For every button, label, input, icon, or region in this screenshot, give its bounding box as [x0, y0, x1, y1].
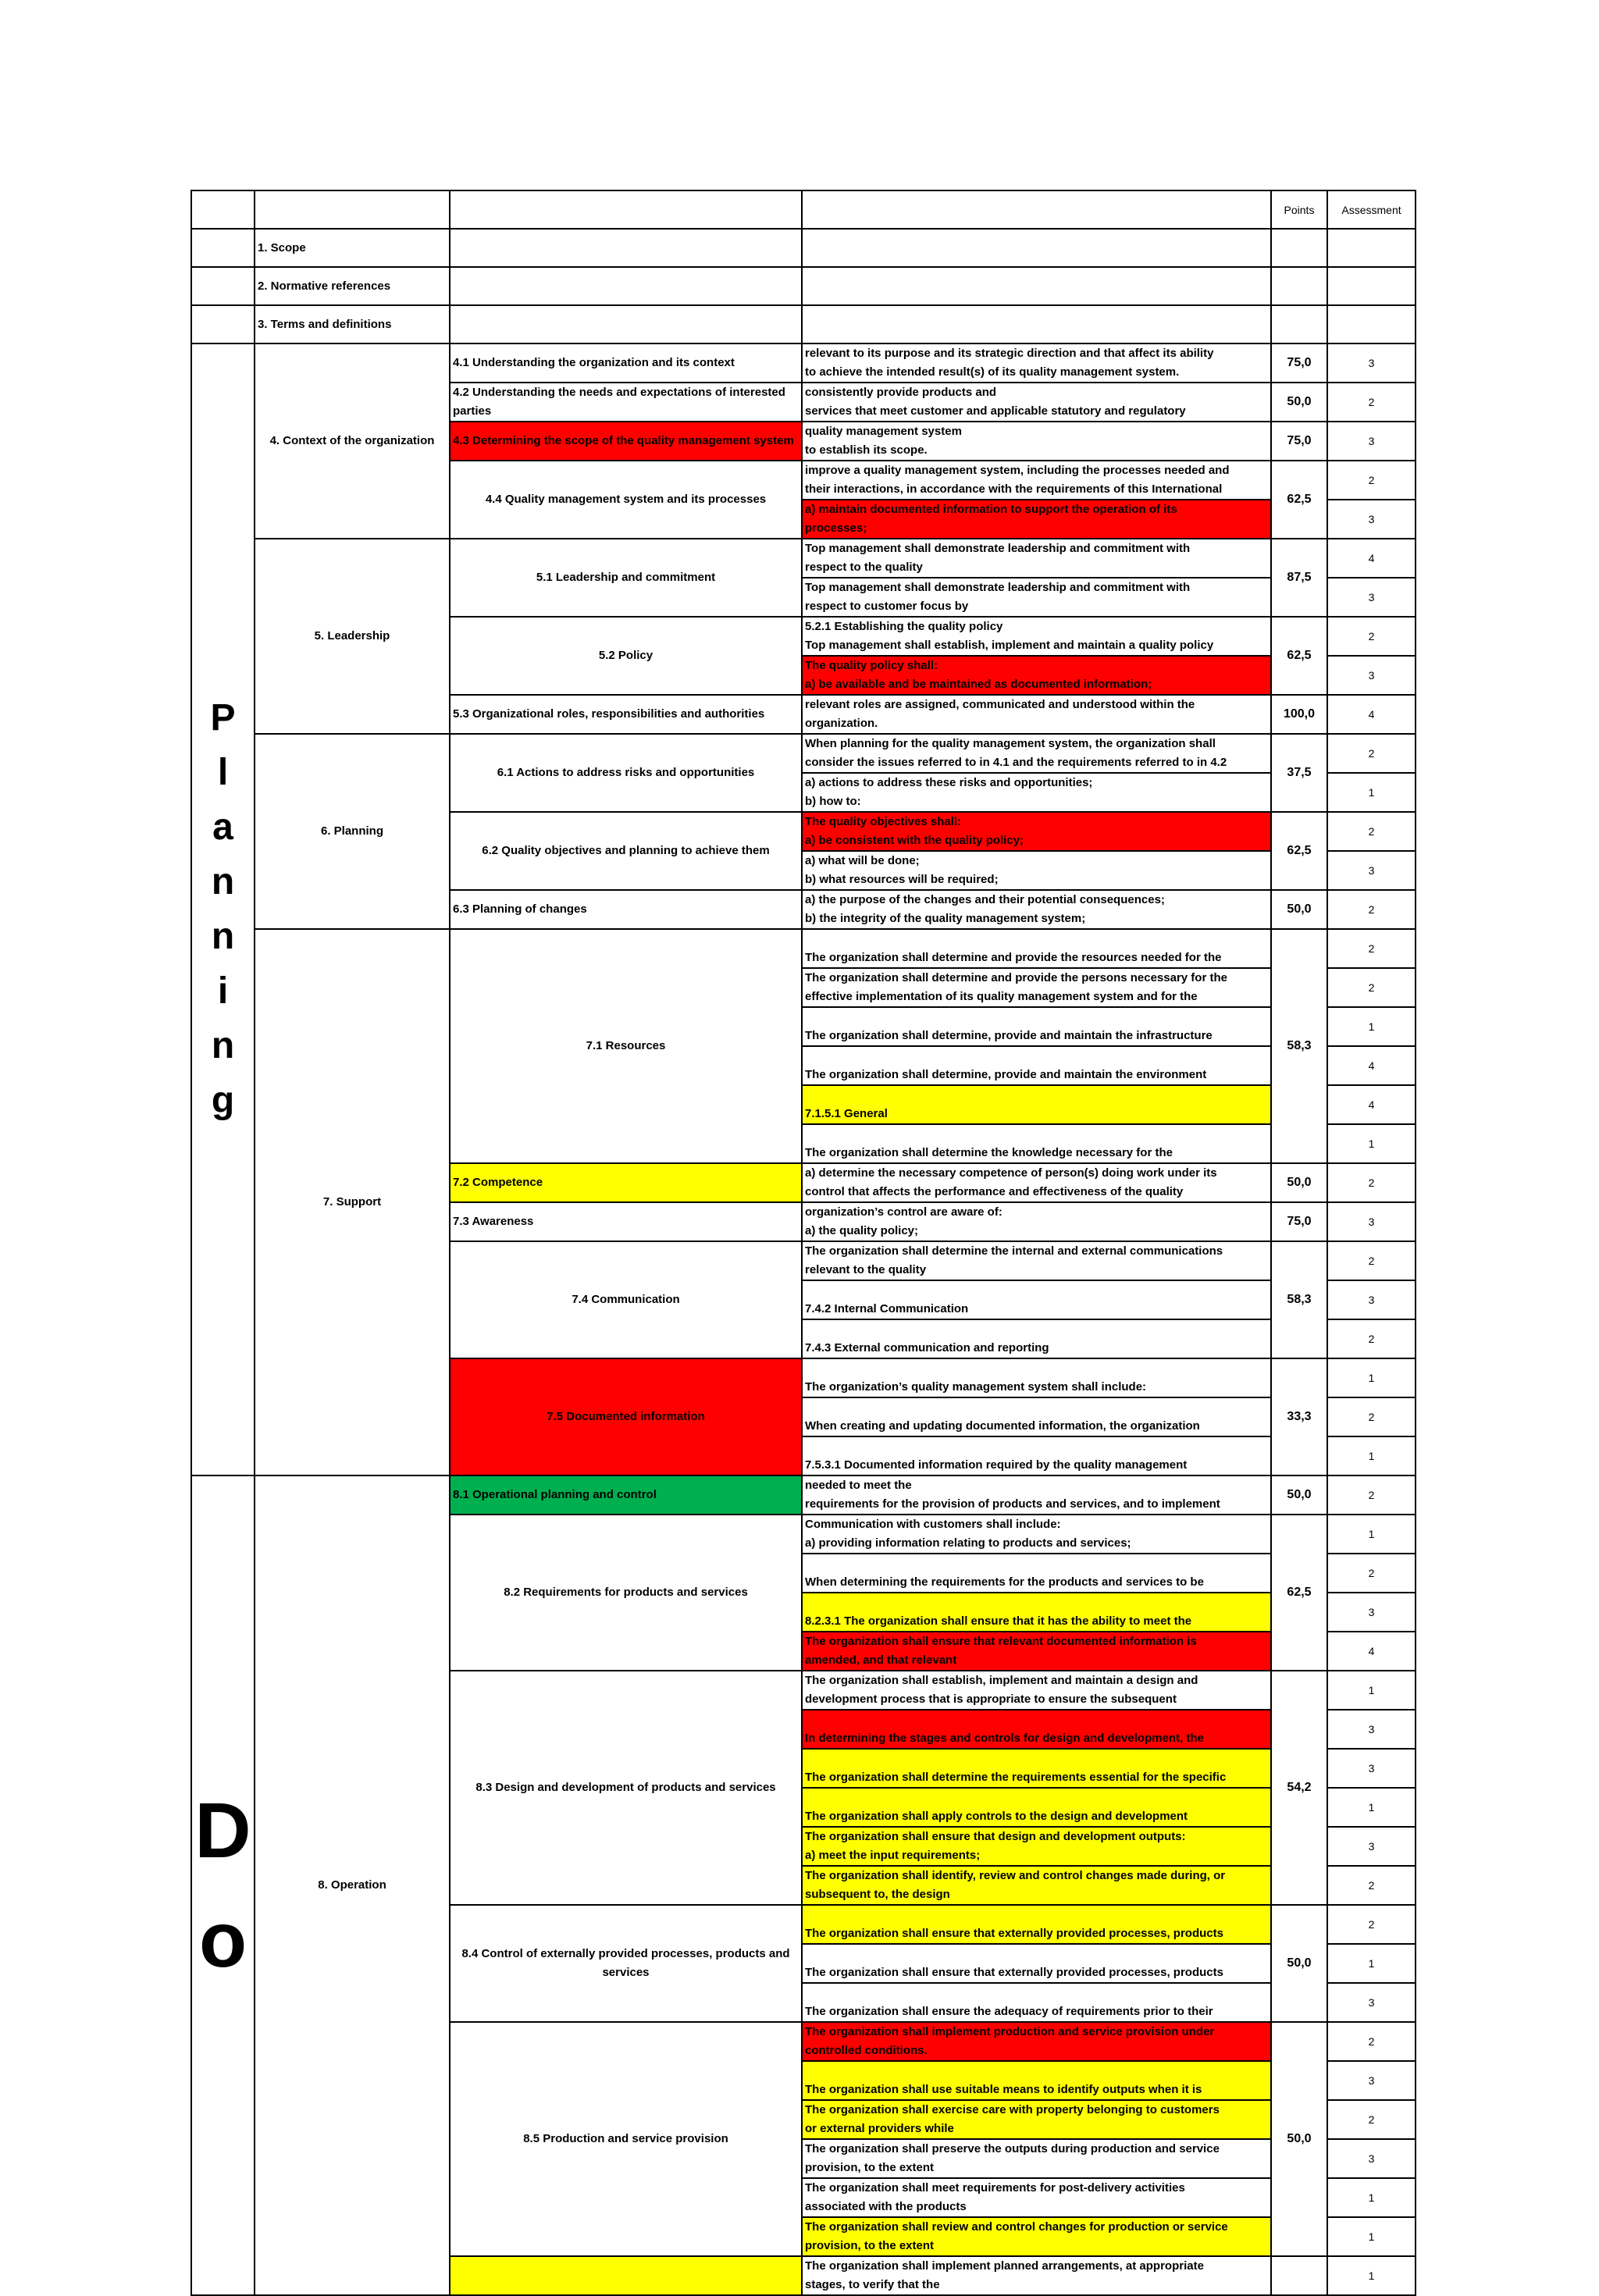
requirement-cell: [802, 851, 1271, 890]
requirement-line: The organization shall determine the requirements essential for the specific: [805, 1771, 1227, 1784]
assessment-value: 3: [1327, 656, 1416, 695]
requirement-cell: [802, 2061, 1271, 2100]
requirement-line: 7.4.3 External communication and reporting: [805, 1341, 1049, 1354]
requirement-cell: [802, 2217, 1271, 2256]
assessment-value: 2: [1327, 890, 1416, 929]
assessment-value: 1: [1327, 2217, 1416, 2256]
requirement-line: [805, 2062, 1268, 2081]
requirement-cell: [802, 1554, 1271, 1593]
requirement-cell: [802, 968, 1271, 1007]
points-value: 62,5: [1271, 1515, 1327, 1671]
assessment-value: 1: [1327, 2178, 1416, 2217]
blank-cell: [1327, 229, 1416, 267]
blank-cell: [1327, 267, 1416, 305]
requirement-line: [805, 1008, 1268, 1027]
assessment-value: 1: [1327, 1007, 1416, 1046]
table-row: [191, 305, 1416, 344]
subclause-label: 6.1 Actions to address risks and opportunities: [450, 734, 802, 812]
blank-cell: [802, 190, 1271, 229]
requirement-line: Top management shall establish, implement and maintain a quality policy: [805, 639, 1214, 652]
requirement-line: The organization shall determine the knowledge necessary for the: [805, 1146, 1173, 1159]
requirement-line: amended, and that relevant: [805, 1653, 957, 1667]
requirement-line: [805, 1047, 1268, 1066]
points-value: 58,3: [1271, 929, 1327, 1163]
requirement-line: Communication with customers shall include:: [805, 1518, 1061, 1531]
subclause-label: 4.4 Quality management system and its processes: [450, 461, 802, 539]
assessment-value: 3: [1327, 1827, 1416, 1866]
requirement-line: The organization shall implement production and service provision under: [805, 2025, 1215, 2038]
assessment-value: 1: [1327, 2256, 1416, 2295]
requirement-cell: [802, 656, 1271, 695]
requirement-cell: [802, 773, 1271, 812]
requirement-line: Top management shall demonstrate leadership and commitment with: [805, 581, 1191, 594]
requirement-line: a) the quality policy;: [805, 1224, 919, 1237]
assessment-value: 3: [1327, 500, 1416, 539]
points-value: 75,0: [1271, 344, 1327, 383]
blank-cell: [802, 267, 1271, 305]
phase-letter: a: [212, 806, 233, 848]
requirement-line: The organization shall ensure that externally provided processes, products: [805, 1927, 1223, 1940]
phase-letter: i: [217, 970, 229, 1012]
assessment-value: 4: [1327, 1046, 1416, 1085]
subclause-label: [450, 2256, 802, 2295]
requirement-cell: [802, 1202, 1271, 1241]
requirement-cell: [802, 617, 1271, 656]
requirement-line: provision, to the extent: [805, 2239, 935, 2252]
requirement-line: The organization shall ensure that externally provided processes, products: [805, 1966, 1223, 1979]
points-value: 50,0: [1271, 1905, 1327, 2022]
requirement-line: respect to customer focus by: [805, 600, 969, 613]
requirement-line: The organization shall ensure that design and development outputs:: [805, 1830, 1186, 1843]
assessment-value: 4: [1327, 695, 1416, 734]
requirement-line: The organization shall exercise care with property belonging to customers: [805, 2103, 1220, 2116]
requirement-cell: [802, 578, 1271, 617]
blank-cell: [450, 305, 802, 344]
assessment-value: 2: [1327, 2022, 1416, 2061]
table-row: [191, 734, 1416, 773]
requirement-line: 7.5.3.1 Documented information required by the quality management: [805, 1458, 1188, 1472]
table-row: [191, 344, 1416, 383]
top-row-label: 2. Normative references: [255, 267, 450, 305]
points-value: 87,5: [1271, 539, 1327, 617]
table-row: [191, 229, 1416, 267]
requirement-line: needed to meet the: [805, 1479, 912, 1492]
requirement-line: controlled conditions.: [805, 2044, 928, 2057]
assessment-value: 2: [1327, 1905, 1416, 1944]
requirement-line: a) be available and be maintained as documented information;: [805, 678, 1152, 691]
points-value: 62,5: [1271, 461, 1327, 539]
requirement-cell: [802, 1319, 1271, 1358]
requirement-line: relevant to the quality: [805, 1263, 927, 1276]
requirement-line: [805, 930, 1268, 949]
requirement-line: effective implementation of its quality management system and for the: [805, 990, 1198, 1003]
requirement-line: The organization shall determine, provide and maintain the environment: [805, 1068, 1207, 1081]
requirement-line: 7.1.5.1 General: [805, 1107, 888, 1120]
requirement-line: [805, 1750, 1268, 1768]
requirement-line: services that meet customer and applicable statutory and regulatory: [805, 404, 1186, 418]
requirement-line: respect to the quality: [805, 561, 923, 574]
assessment-value: 2: [1327, 1554, 1416, 1593]
assessment-value: 3: [1327, 1593, 1416, 1632]
assessment-value: 3: [1327, 1202, 1416, 1241]
assessment-value: 3: [1327, 2061, 1416, 2100]
requirement-line: The quality policy shall:: [805, 659, 938, 672]
points-value: 37,5: [1271, 734, 1327, 812]
requirement-line: The organization shall ensure that relevant documented information is: [805, 1635, 1197, 1648]
phase-letter: n: [211, 1025, 235, 1066]
points-value: 33,3: [1271, 1358, 1327, 1475]
requirement-cell: [802, 929, 1271, 968]
blank-cell: [450, 267, 802, 305]
requirement-line: or external providers while: [805, 2122, 954, 2135]
requirement-line: stages, to verify that the: [805, 2278, 940, 2291]
requirement-cell: [802, 1085, 1271, 1124]
requirement-line: relevant to its purpose and its strategic direction and that affect its ability: [805, 347, 1214, 360]
subclause-label: 5.2 Policy: [450, 617, 802, 695]
requirement-line: Top management shall demonstrate leadership and commitment with: [805, 542, 1191, 555]
blank-cell: [450, 229, 802, 267]
assessment-table: [191, 190, 1416, 2296]
subclause-label: 4.3 Determining the scope of the quality management system: [450, 422, 802, 461]
table-row: [191, 190, 1416, 229]
assessment-value: 4: [1327, 1632, 1416, 1671]
requirement-line: The organization shall determine, provide and maintain the infrastructure: [805, 1029, 1213, 1042]
assessment-value: 2: [1327, 1241, 1416, 1280]
requirement-line: control that affects the performance and effectiveness of the quality: [805, 1185, 1184, 1198]
assessment-value: 4: [1327, 539, 1416, 578]
points-value: 75,0: [1271, 422, 1327, 461]
assessment-value: 2: [1327, 734, 1416, 773]
requirement-cell: [802, 1007, 1271, 1046]
requirement-line: a) determine the necessary competence of person(s) doing work under its: [805, 1166, 1217, 1180]
assessment-value: 2: [1327, 812, 1416, 851]
requirement-line: relevant roles are assigned, communicated and understood within the: [805, 698, 1195, 711]
requirement-line: [805, 1281, 1268, 1300]
subclause-label: 6.2 Quality objectives and planning to achieve them: [450, 812, 802, 890]
assessment-value: 2: [1327, 929, 1416, 968]
requirement-line: [805, 1906, 1268, 1924]
requirement-line: to establish its scope.: [805, 443, 928, 457]
phase-letter: o: [198, 1896, 248, 1984]
subclause-label: 6.3 Planning of changes: [450, 890, 802, 929]
assessment-value: 2: [1327, 1319, 1416, 1358]
subclause-label: 8.2 Requirements for products and services: [450, 1515, 802, 1671]
subclause-label: 7.2 Competence: [450, 1163, 802, 1202]
requirement-line: [805, 1125, 1268, 1144]
assessment-value: 1: [1327, 1436, 1416, 1475]
requirement-line: The organization shall use suitable means to identify outputs when it is: [805, 2083, 1202, 2096]
requirement-cell: [802, 422, 1271, 461]
blank-cell: [802, 229, 1271, 267]
requirement-line: The organization shall determine the internal and external communications: [805, 1244, 1223, 1258]
requirement-cell: [802, 1163, 1271, 1202]
phase-letter: l: [217, 752, 229, 793]
requirement-line: The organization shall determine and provide the resources needed for the: [805, 951, 1222, 964]
blank-cell: [802, 305, 1271, 344]
points-value: 58,3: [1271, 1241, 1327, 1358]
phase-label-do: [191, 1475, 255, 2295]
requirement-line: [805, 1789, 1268, 1807]
points-value: 100,0: [1271, 695, 1327, 734]
blank-cell: [191, 229, 255, 267]
assessment-value: 2: [1327, 383, 1416, 422]
requirement-line: a) be consistent with the quality policy;: [805, 834, 1024, 847]
requirement-line: their interactions, in accordance with the requirements of this International: [805, 482, 1223, 496]
requirement-cell: [802, 1124, 1271, 1163]
requirement-cell: [802, 1436, 1271, 1475]
requirement-cell: [802, 461, 1271, 500]
requirement-cell: [802, 1515, 1271, 1554]
requirement-line: [805, 1593, 1268, 1612]
phase-letter: P: [210, 697, 236, 739]
subclause-label: 8.1 Operational planning and control: [450, 1475, 802, 1515]
requirement-cell: [802, 1280, 1271, 1319]
subclause-label: 5.3 Organizational roles, responsibilities and authorities: [450, 695, 802, 734]
requirement-line: The organization’s quality management system shall include:: [805, 1380, 1147, 1394]
phase-label-planning: [191, 344, 255, 1475]
requirement-cell: [802, 1593, 1271, 1632]
assessment-value: 3: [1327, 578, 1416, 617]
assessment-header: Assessment: [1327, 190, 1416, 229]
requirement-cell: [802, 1046, 1271, 1085]
requirement-line: The organization shall apply controls to the design and development: [805, 1810, 1188, 1823]
clause-label: 5. Leadership: [255, 539, 450, 734]
assessment-value: 1: [1327, 1124, 1416, 1163]
subclause-label: 7.4 Communication: [450, 1241, 802, 1358]
requirement-line: The organization shall implement planned arrangements, at appropriate: [805, 2259, 1204, 2273]
clause-label: 8. Operation: [255, 1475, 450, 2295]
requirement-line: [805, 1554, 1268, 1573]
subclause-label: 8.4 Control of externally provided processes, products and services: [450, 1905, 802, 2022]
assessment-value: 2: [1327, 1397, 1416, 1436]
phase-letter: n: [211, 916, 235, 957]
blank-cell: [191, 190, 255, 229]
requirement-line: The organization shall preserve the outputs during production and service: [805, 2142, 1220, 2155]
points-value: 75,0: [1271, 1202, 1327, 1241]
points-value: 50,0: [1271, 1163, 1327, 1202]
requirement-cell: [802, 2256, 1271, 2295]
requirement-line: a) actions to address these risks and opportunities;: [805, 776, 1093, 789]
requirement-cell: [802, 1905, 1271, 1944]
requirement-line: requirements for the provision of products and services, and to implement: [805, 1497, 1220, 1511]
requirement-line: quality management system: [805, 425, 962, 438]
requirement-cell: [802, 1241, 1271, 1280]
requirement-cell: [802, 1710, 1271, 1749]
requirement-line: a) the purpose of the changes and their potential consequences;: [805, 893, 1165, 906]
subclause-label: 4.1 Understanding the organization and its context: [450, 344, 802, 383]
clause-label: 6. Planning: [255, 734, 450, 929]
assessment-value: 2: [1327, 1475, 1416, 1515]
requirement-line: The quality objectives shall:: [805, 815, 962, 828]
requirement-line: The organization shall determine and provide the persons necessary for the: [805, 971, 1227, 984]
subclause-label: 7.3 Awareness: [450, 1202, 802, 1241]
requirement-line: organization.: [805, 717, 878, 730]
assessment-value: 1: [1327, 773, 1416, 812]
requirement-line: [805, 1086, 1268, 1105]
requirement-line: [805, 1320, 1268, 1339]
requirement-line: In determining the stages and controls for design and development, the: [805, 1732, 1204, 1745]
assessment-value: 2: [1327, 1163, 1416, 1202]
points-header: Points: [1271, 190, 1327, 229]
table-row: [191, 929, 1416, 968]
blank-cell: [1271, 305, 1327, 344]
points-value: 50,0: [1271, 1475, 1327, 1515]
requirement-line: 8.2.3.1 The organization shall ensure that it has the ability to meet the: [805, 1614, 1192, 1628]
assessment-value: 3: [1327, 1280, 1416, 1319]
requirement-cell: [802, 890, 1271, 929]
requirement-cell: [802, 1475, 1271, 1515]
points-value: 50,0: [1271, 890, 1327, 929]
points-value: 54,2: [1271, 1671, 1327, 1905]
requirement-line: b) what resources will be required;: [805, 873, 999, 886]
clause-label: 4. Context of the organization: [255, 344, 450, 539]
assessment-value: 3: [1327, 2139, 1416, 2178]
requirement-cell: [802, 1866, 1271, 1905]
requirement-line: subsequent to, the design: [805, 1888, 950, 1901]
requirement-line: The organization shall review and control changes for production or service: [805, 2220, 1228, 2234]
blank-cell: [1271, 267, 1327, 305]
points-value: 62,5: [1271, 617, 1327, 695]
top-row-label: 3. Terms and definitions: [255, 305, 450, 344]
requirement-cell: [802, 1983, 1271, 2022]
blank-cell: [1271, 229, 1327, 267]
requirement-cell: [802, 383, 1271, 422]
phase-letter: D: [194, 1787, 251, 1874]
assessment-value: 1: [1327, 1788, 1416, 1827]
assessment-value: 2: [1327, 968, 1416, 1007]
assessment-value: 1: [1327, 1944, 1416, 1983]
blank-cell: [255, 190, 450, 229]
blank-cell: [1327, 305, 1416, 344]
points-value: 62,5: [1271, 812, 1327, 890]
assessment-value: 1: [1327, 1358, 1416, 1397]
table-row: [191, 267, 1416, 305]
assessment-value: 3: [1327, 422, 1416, 461]
requirement-line: 5.2.1 Establishing the quality policy: [805, 620, 1003, 633]
assessment-value: 3: [1327, 1983, 1416, 2022]
requirement-line: The organization shall identify, review and control changes made during, or: [805, 1869, 1226, 1882]
subclause-label: 4.2 Understanding the needs and expectations of interested parties: [450, 383, 802, 422]
requirement-line: development process that is appropriate to ensure the subsequent: [805, 1693, 1177, 1706]
assessment-value: 2: [1327, 617, 1416, 656]
requirement-cell: [802, 1749, 1271, 1788]
top-row-label: 1. Scope: [255, 229, 450, 267]
requirement-line: provision, to the extent: [805, 2161, 935, 2174]
assessment-value: 3: [1327, 1710, 1416, 1749]
requirement-cell: [802, 344, 1271, 383]
table-row: [191, 539, 1416, 578]
requirement-cell: [802, 1358, 1271, 1397]
requirement-cell: [802, 2022, 1271, 2061]
clause-label: 7. Support: [255, 929, 450, 1475]
subclause-label: 8.5 Production and service provision: [450, 2022, 802, 2256]
requirement-line: consider the issues referred to in 4.1 and the requirements referred to in 4.2: [805, 756, 1227, 769]
requirement-line: a) providing information relating to products and services;: [805, 1536, 1131, 1550]
assessment-value: 3: [1327, 851, 1416, 890]
requirement-line: associated with the products: [805, 2200, 967, 2213]
requirement-cell: [802, 2139, 1271, 2178]
requirement-cell: [802, 734, 1271, 773]
assessment-value: 2: [1327, 461, 1416, 500]
requirement-line: When creating and updating documented information, the organization: [805, 1419, 1200, 1433]
subclause-label: 7.5 Documented information: [450, 1358, 802, 1475]
requirement-line: When determining the requirements for the products and services to be: [805, 1575, 1204, 1589]
requirement-line: b) how to:: [805, 795, 861, 808]
requirement-cell: [802, 1827, 1271, 1866]
requirement-line: [805, 1945, 1268, 1963]
requirement-line: The organization shall meet requirements for post-delivery activities: [805, 2181, 1185, 2195]
subclause-label: 8.3 Design and development of products and services: [450, 1671, 802, 1905]
blank-cell: [191, 305, 255, 344]
requirement-cell: [802, 1632, 1271, 1671]
requirement-line: a) maintain documented information to support the operation of its: [805, 503, 1177, 516]
blank-cell: [191, 267, 255, 305]
points-value: [1271, 2256, 1327, 2295]
table-row: [191, 1475, 1416, 1515]
assessment-value: 1: [1327, 1515, 1416, 1554]
requirement-line: [805, 1359, 1268, 1378]
requirement-line: [805, 1710, 1268, 1729]
requirement-cell: [802, 500, 1271, 539]
requirement-cell: [802, 812, 1271, 851]
subclause-label: 7.1 Resources: [450, 929, 802, 1163]
phase-letter: n: [211, 861, 235, 902]
requirement-cell: [802, 2100, 1271, 2139]
requirement-line: 7.4.2 Internal Communication: [805, 1302, 969, 1315]
requirement-cell: [802, 1671, 1271, 1710]
points-value: 50,0: [1271, 2022, 1327, 2256]
requirement-cell: [802, 1788, 1271, 1827]
requirement-line: [805, 1398, 1268, 1417]
assessment-value: 2: [1327, 2100, 1416, 2139]
requirement-line: b) the integrity of the quality management system;: [805, 912, 1086, 925]
requirement-line: processes;: [805, 521, 867, 535]
assessment-value: 4: [1327, 1085, 1416, 1124]
requirement-line: The organization shall ensure the adequacy of requirements prior to their: [805, 2005, 1213, 2018]
requirement-line: a) meet the input requirements;: [805, 1849, 981, 1862]
requirement-line: When planning for the quality management system, the organization shall: [805, 737, 1216, 750]
requirement-line: [805, 1437, 1268, 1456]
requirement-line: [805, 1984, 1268, 2002]
requirement-line: consistently provide products and: [805, 386, 997, 399]
assessment-value: 3: [1327, 1749, 1416, 1788]
phase-letter: g: [211, 1080, 235, 1121]
assessment-value: 1: [1327, 1671, 1416, 1710]
points-value: 50,0: [1271, 383, 1327, 422]
requirement-line: The organization shall establish, implement and maintain a design and: [805, 1674, 1198, 1687]
requirement-cell: [802, 1944, 1271, 1983]
requirement-cell: [802, 1397, 1271, 1436]
blank-cell: [450, 190, 802, 229]
requirement-cell: [802, 695, 1271, 734]
requirement-line: improve a quality management system, including the processes needed and: [805, 464, 1230, 477]
assessment-value: 2: [1327, 1866, 1416, 1905]
assessment-value: 3: [1327, 344, 1416, 383]
requirement-line: a) what will be done;: [805, 854, 920, 867]
requirement-line: organization’s control are aware of:: [805, 1205, 1002, 1219]
requirement-cell: [802, 2178, 1271, 2217]
requirement-line: to achieve the intended result(s) of its quality management system.: [805, 365, 1180, 379]
subclause-label: 5.1 Leadership and commitment: [450, 539, 802, 617]
requirement-cell: [802, 539, 1271, 578]
